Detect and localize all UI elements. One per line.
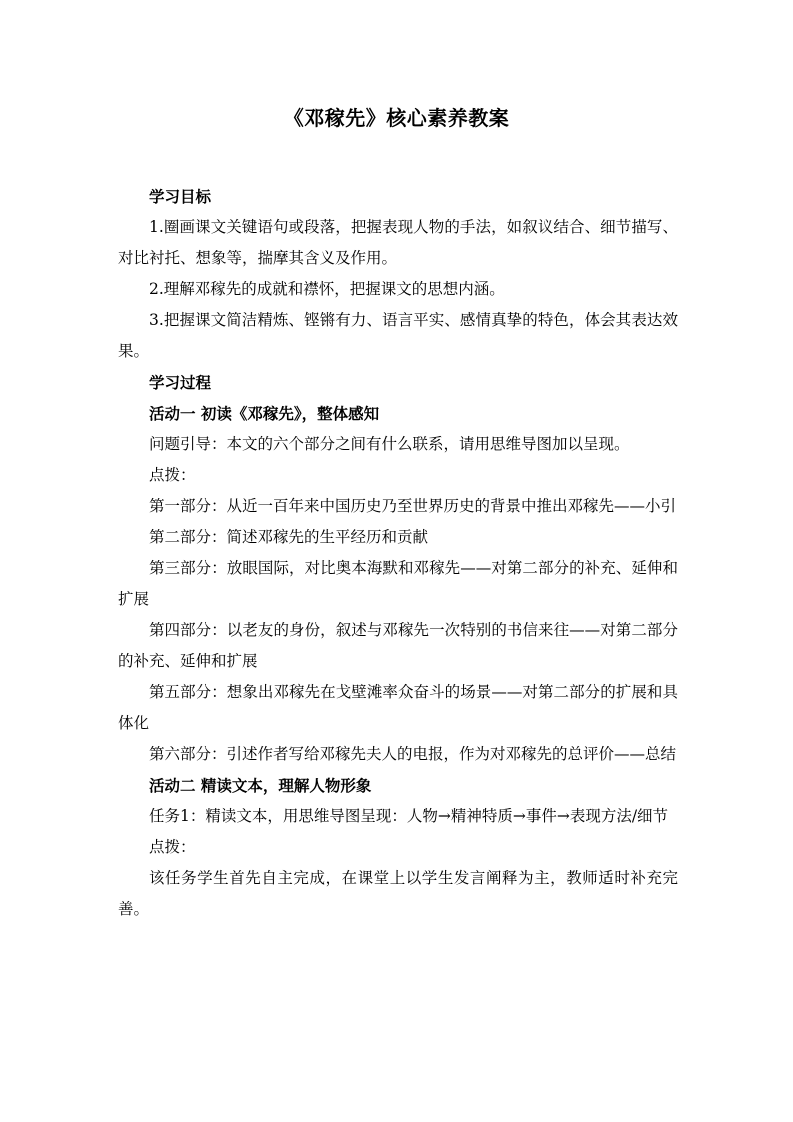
part-2: 第二部分：简述邓稼先的生平经历和贡献 bbox=[149, 528, 429, 546]
part-6: 第六部分：引述作者写给邓稼先夫人的电报，作为对邓稼先的总评价——总结 bbox=[149, 745, 677, 763]
activity-1-tip-label: 点拨： bbox=[149, 466, 196, 484]
document-title: 《邓稼先》核心素养教案 bbox=[283, 106, 510, 130]
activity-1-heading: 活动一 初读《邓稼先》，整体感知 bbox=[149, 404, 380, 423]
goal-item-1: 1.圈画课文关键语句或段落，把握表现人物的手法，如叙议结合、细节描写、对比衬托、想象等，揣摩其含义及作用。 bbox=[118, 218, 678, 267]
part-4: 第四部分：以老友的身份，叙述与邓稼先一次特别的书信来往——对第二部分的补充、延伸和扩展 bbox=[118, 621, 678, 670]
activity-2-tip-text: 该任务学生首先自主完成，在课堂上以学生发言阐释为主，教师适时补充完善。 bbox=[118, 869, 678, 918]
part-5: 第五部分：想象出邓稼先在戈壁滩率众奋斗的场景——对第二部分的扩展和具体化 bbox=[118, 683, 678, 732]
activity-2-tip-label: 点拨： bbox=[149, 838, 196, 856]
section-heading-process: 学习过程 bbox=[149, 373, 212, 392]
activity-2-heading: 活动二 精读文本，理解人物形象 bbox=[149, 776, 372, 795]
section-heading-goals: 学习目标 bbox=[149, 187, 212, 206]
activity-1-question: 问题引导：本文的六个部分之间有什么联系，请用思维导图加以呈现。 bbox=[149, 435, 630, 453]
part-3: 第三部分：放眼国际，对比奥本海默和邓稼先——对第二部分的补充、延伸和扩展 bbox=[118, 559, 678, 608]
activity-2-task-1: 任务1：精读文本，用思维导图呈现：人物→精神特质→事件→表现方法/细节 bbox=[149, 807, 669, 825]
document-body bbox=[118, 181, 678, 925]
goal-item-3: 3.把握课文简洁精炼、铿锵有力、语言平实、感情真挚的特色，体会其表达效果。 bbox=[118, 311, 678, 360]
goal-item-2: 2.理解邓稼先的成就和襟怀，把握课文的思想内涵。 bbox=[149, 280, 505, 298]
part-1: 第一部分：从近一百年来中国历史乃至世界历史的背景中推出邓稼先——小引 bbox=[149, 497, 677, 515]
